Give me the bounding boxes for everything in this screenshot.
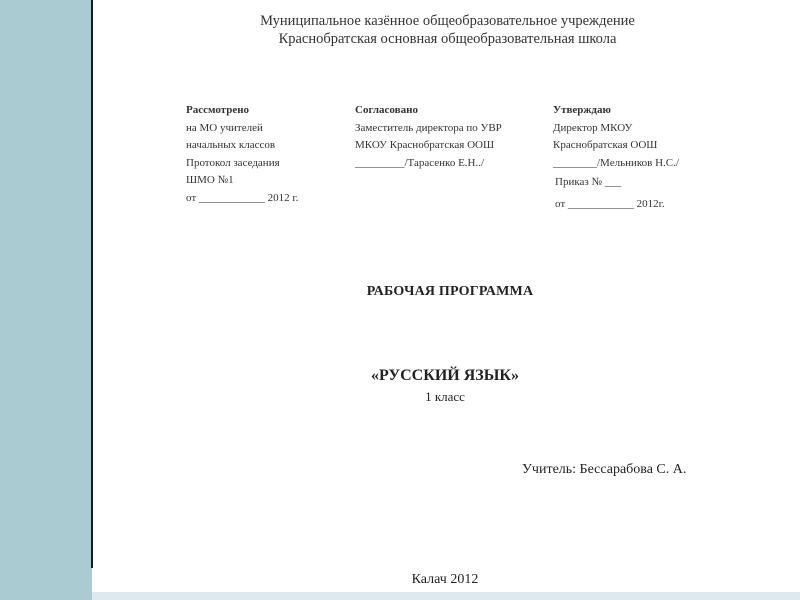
- agreed-line: Заместитель директора по УВР: [355, 121, 502, 134]
- header-line-1: Муниципальное казённое общеобразовательное учреждение: [260, 13, 635, 29]
- document-title: РАБОЧАЯ ПРОГРАММА: [366, 284, 534, 299]
- considered-line: начальных классов: [186, 139, 276, 151]
- school-header: [170, 12, 725, 48]
- considered-line: на МО учителей: [186, 121, 263, 134]
- agreed-line: МКОУ Краснобратская ООШ: [355, 139, 495, 151]
- page-border-line: [91, 0, 93, 568]
- approved-line: Краснобратская ООШ: [553, 139, 658, 151]
- considered-line: Протокол заседания: [186, 156, 280, 169]
- city-year: Калач 2012: [411, 572, 479, 587]
- considered-line: от ____________ 2012 г.: [186, 191, 299, 204]
- slide-side-panel: [0, 0, 92, 600]
- agreed-block: [355, 102, 502, 172]
- agreed-title: Согласовано: [355, 104, 418, 116]
- bottom-band: [92, 592, 800, 600]
- considered-block: [186, 102, 298, 207]
- considered-line: ШМО №1: [186, 174, 234, 186]
- approved-block: [553, 102, 679, 172]
- header-line-2: Краснобратская основная общеобразовательная школа: [278, 31, 617, 47]
- considered-title: Рассмотрено: [186, 104, 250, 116]
- approved-title: Утверждаю: [553, 104, 611, 116]
- approved-line: Директор МКОУ: [553, 121, 633, 134]
- approved-line: ________/Мельников Н.С./: [553, 156, 679, 169]
- subject-name: «РУССКИЙ ЯЗЫК»: [370, 367, 520, 384]
- grade-level: 1 класс: [425, 389, 465, 404]
- order-number: Приказ № ___: [555, 176, 622, 188]
- teacher-name: Учитель: Бессарабова С. А.: [522, 462, 687, 477]
- order-date: от ____________ 2012г.: [555, 198, 665, 210]
- agreed-line: _________/Тарасенко Е.Н../: [355, 156, 485, 169]
